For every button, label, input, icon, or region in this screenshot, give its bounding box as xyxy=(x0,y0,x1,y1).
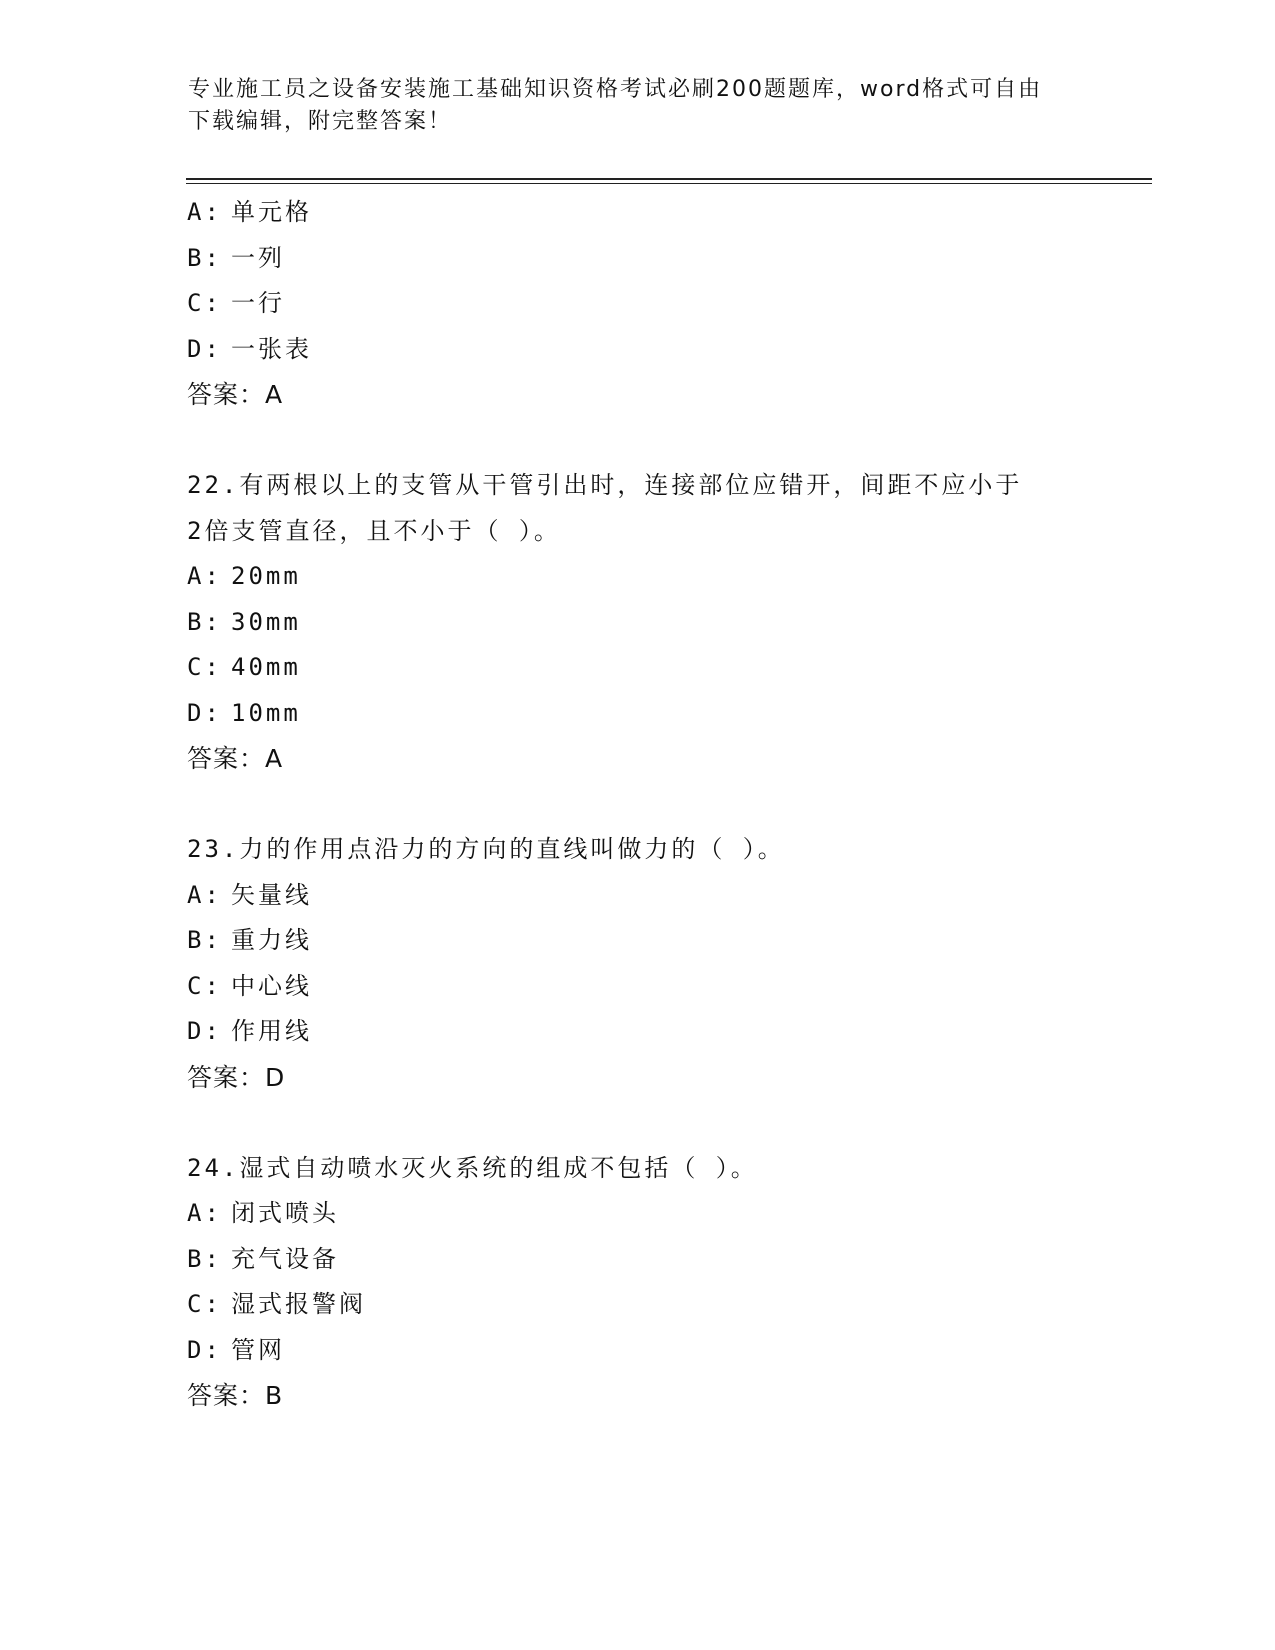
option-c: C: 中心线 xyxy=(187,971,312,1000)
option-d: D: 管网 xyxy=(187,1335,285,1364)
header-line-2: 下载编辑，附完整答案！ xyxy=(188,109,453,134)
question-21-tail xyxy=(187,190,1087,418)
option-d: D: 一张表 xyxy=(187,334,312,363)
option-a: A: 20mm xyxy=(187,562,301,590)
question-text-line-1: 22.有两根以上的支管从干管引出时，连接部位应错开，间距不应小于 xyxy=(187,471,1023,499)
header-divider-thin xyxy=(186,183,1152,184)
option-d: D: 作用线 xyxy=(187,1017,312,1045)
question-text-line-1: 23.力的作用点沿力的方向的直线叫做力的（ ）。 xyxy=(187,835,785,863)
option-c: C: 湿式报警阀 xyxy=(187,1290,366,1318)
spacer xyxy=(187,782,1087,828)
answer-line: 答案：A xyxy=(187,380,284,409)
option-c: C: 一行 xyxy=(187,289,285,317)
question-text-line-2: 2倍支管直径，且不小于（ ）。 xyxy=(187,516,561,545)
header-line-1: 专业施工员之设备安装施工基础知识资格考试必刷200题题库，word格式可自由 xyxy=(188,77,1043,102)
option-c: C: 40mm xyxy=(187,653,301,681)
answer-line: 答案：D xyxy=(187,1062,286,1092)
question-23 xyxy=(187,827,1087,1100)
answer-line: 答案：A xyxy=(187,744,284,773)
option-b: B: 30mm xyxy=(187,607,301,636)
question-list xyxy=(187,190,1087,1419)
option-d: D: 10mm xyxy=(187,698,301,727)
question-text-line-1: 24.湿式自动喷水灭火系统的组成不包括（ ）。 xyxy=(187,1153,758,1182)
document-header xyxy=(188,74,1088,138)
question-24 xyxy=(187,1146,1087,1419)
spacer xyxy=(187,1100,1087,1146)
spacer xyxy=(187,418,1087,464)
question-22 xyxy=(187,463,1087,782)
option-b: B: 一列 xyxy=(187,243,285,272)
answer-line: 答案：B xyxy=(187,1381,284,1410)
option-a: A: 单元格 xyxy=(187,198,312,226)
option-a: A: 闭式喷头 xyxy=(187,1199,339,1227)
option-b: B: 充气设备 xyxy=(187,1244,339,1273)
option-a: A: 矢量线 xyxy=(187,880,312,909)
header-divider-thick xyxy=(186,178,1152,180)
option-b: B: 重力线 xyxy=(187,926,312,954)
